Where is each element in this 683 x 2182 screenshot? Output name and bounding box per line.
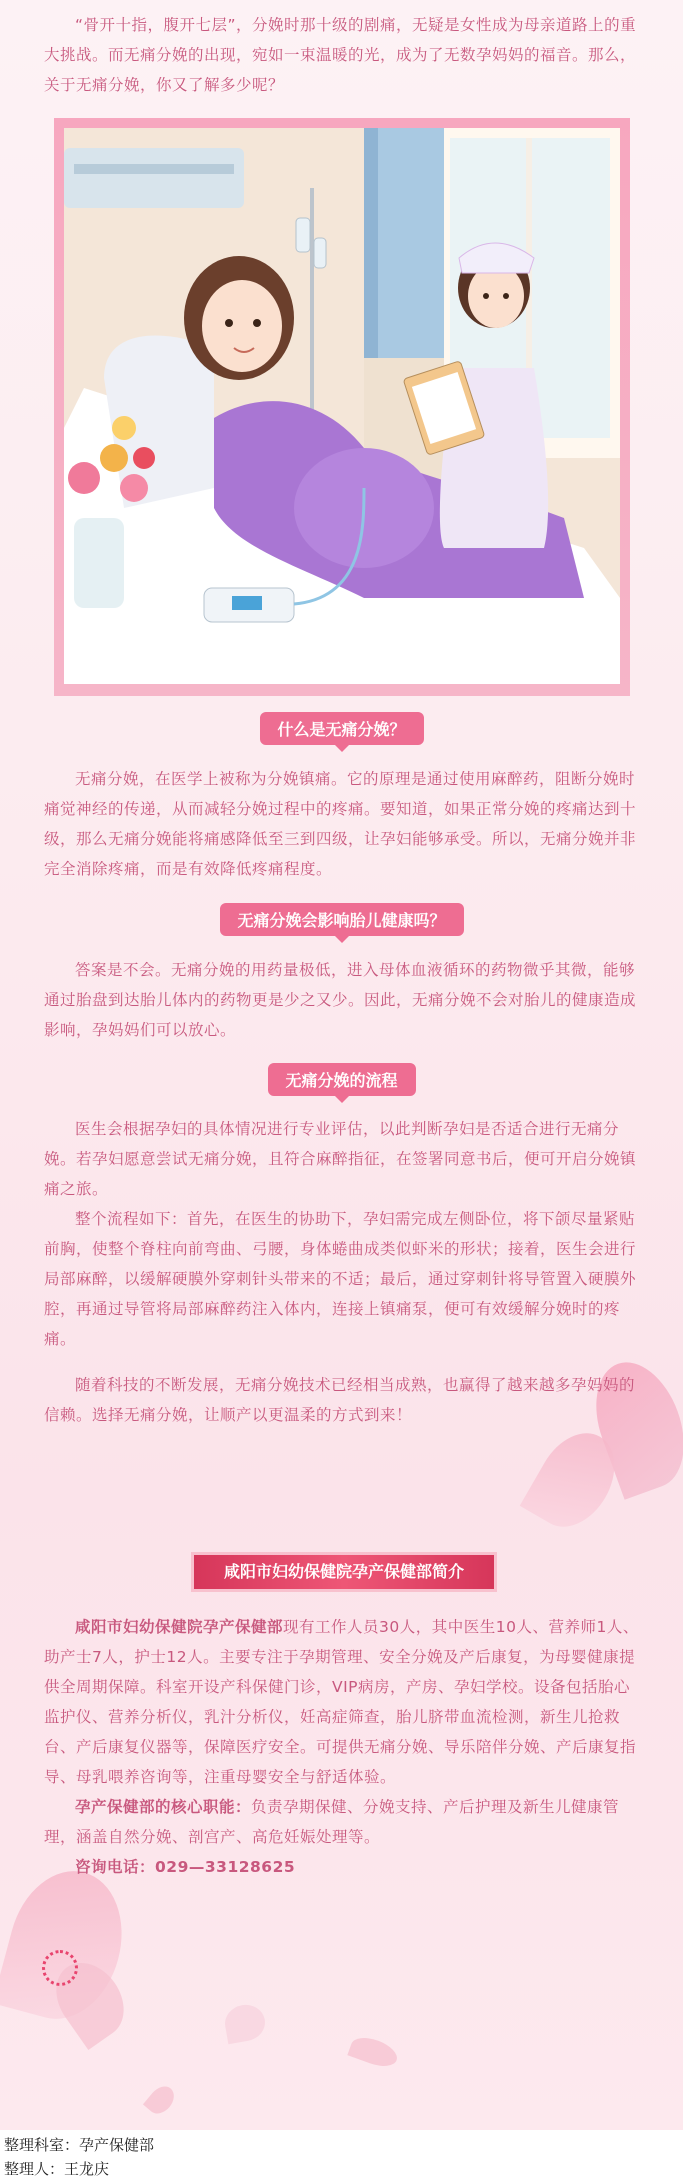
phone-label: 咨询电话： xyxy=(75,1858,156,1876)
section-heading-fetus-health: 无痛分娩会影响胎儿健康吗？ xyxy=(219,903,463,936)
section-heading-process: 无痛分娩的流程 xyxy=(267,1063,415,1096)
org-name: 咸阳市妇幼保健院孕产保健部 xyxy=(75,1618,284,1636)
section2-paragraph: 答案是不会。无痛分娩的用药量极低，进入母体血液循环的药物微乎其微，能够通过胎盘到达胎儿体内的药物更是少之又少。因此，无痛分娩不会对胎儿的健康造成影响，孕妈妈们可以放心。 xyxy=(44,961,637,1039)
duty-text: 负责孕期保健、分娩支持、产后护理及新生儿健康管理，涵盖自然分娩、剖宫产、高危妊娠处理等。 xyxy=(44,1798,620,1846)
footer-office: 整理科室：孕产保健部 xyxy=(4,2136,155,2154)
about-section xyxy=(44,1612,640,1882)
section3-paragraph-1: 医生会根据孕妇的具体情况进行专业评估，以此判断孕妇是否适合进行无痛分娩。若孕妇愿意尝试无痛分娩，且符合麻醉指征，在签署同意书后，便可开启分娩镇痛之旅。 xyxy=(44,1120,637,1198)
section1-paragraph: 无痛分娩，在医学上被称为分娩镇痛。它的原理是通过使用麻醉药，阻断分娩时痛觉神经的传递，从而减轻分娩过程中的疼痛。要知道，如果正常分娩的疼痛达到十级，那么无痛分娩能将痛感降低至三到四级，让孕妇能够承受。所以，无痛分娩并非完全消除疼痛，而是有效降低疼痛程度。 xyxy=(44,770,637,878)
flower-stamen-icon xyxy=(42,1950,78,1986)
illustration-pregnant-woman-nurse xyxy=(64,128,620,684)
section3-closing: 随着科技的不断发展，无痛分娩技术已经相当成熟，也赢得了越来越多孕妈妈的信赖。选择无痛分娩，让顺产以更温柔的方式到来！ xyxy=(44,1376,636,1424)
intro-paragraph: “骨开十指，腹开七层”，分娩时那十级的剧痛，无疑是女性成为母亲道路上的重大挑战。而无痛分娩的出现，宛如一束温暖的光，成为了无数孕妈妈的福音。那么，关于无痛分娩，你又了解多少呢？ xyxy=(44,16,637,94)
section-heading-what-is: 什么是无痛分娩？ xyxy=(259,712,423,745)
section3-paragraph-2: 整个流程如下：首先，在医生的协助下，孕妇需完成左侧卧位，将下颌尽量紧贴前胸，使整个脊柱向前弯曲、弓腰，身体蜷曲成类似虾米的形状；接着，医生会进行局部麻醉，以缓解硬膜外穿刺针头带来的不适；最后，通过穿刺针将导管置入硬膜外腔，再通过导管将局部麻醉药注入体内，连接上镇痛泵，便可有效缓解分娩时的疼痛。 xyxy=(44,1210,637,1348)
about-duty xyxy=(44,1792,640,1852)
about-body xyxy=(44,1612,640,1792)
petal-decoration xyxy=(222,2002,268,2044)
section3-paragraphs xyxy=(44,1114,640,1430)
petal-decoration xyxy=(143,2081,179,2118)
duty-label: 孕产保健部的核心职能： xyxy=(75,1798,252,1816)
phone-number: 029—33128625 xyxy=(155,1858,296,1876)
about-phone xyxy=(44,1852,640,1882)
footer-editor: 整理人：王龙庆 xyxy=(4,2160,110,2178)
about-body-text: 现有工作人员30人，其中医生10人、营养师1人、助产士7人，护士12人。主要专注于孕期管理、安全分娩及产后康复，为母婴健康提供全周期保障。科室开设产科保健门诊，VIP病房，产房、孕妇学校。设备包括胎心监护仪、营养分析仪，乳汁分析仪，妊高症筛查，胎儿脐带血流检测，新生儿抢救台、产后康复仪器等，保障医疗安全。可提供无痛分娩、导乐陪伴分娩、产后康复指导、母乳喂养咨询等，注重母婴安全与舒适体验。 xyxy=(44,1618,639,1786)
illustration-svg xyxy=(64,128,620,684)
petal-decoration xyxy=(347,2033,400,2072)
about-title: 咸阳市妇幼保健院孕产保健部简介 xyxy=(194,1555,494,1589)
